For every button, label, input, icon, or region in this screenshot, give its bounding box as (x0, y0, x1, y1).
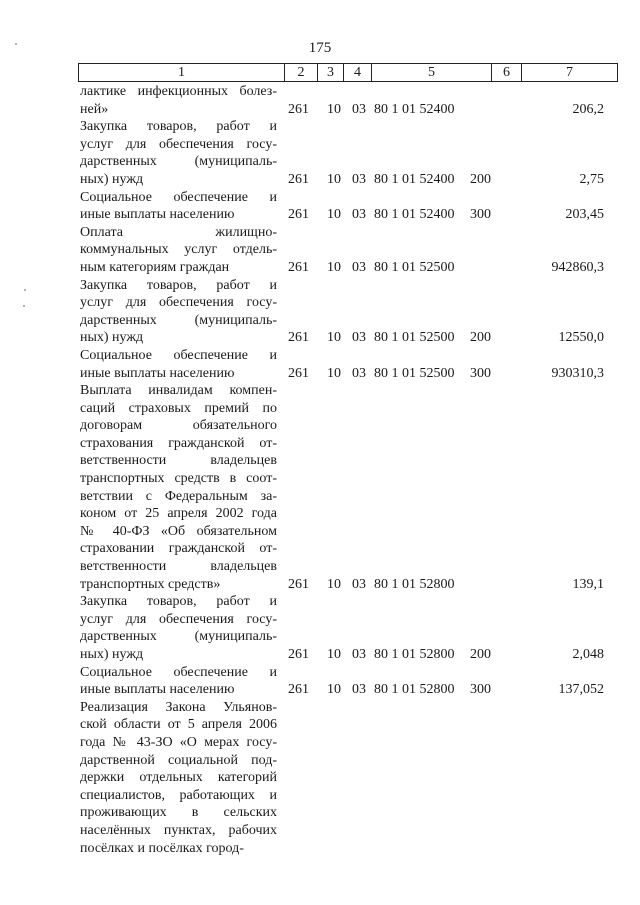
description-line: ным категориям граждан (80, 259, 230, 275)
description-line: Закупка товаров, работ и (80, 277, 277, 293)
scan-speck (23, 305, 25, 307)
description-line: Закупка товаров, работ и (80, 119, 277, 135)
code-section: 10 (327, 101, 341, 117)
table-row (0, 664, 640, 699)
description-line: Выплата инвалидам компен- (80, 383, 277, 399)
description-line: транспортных средств в соот- (80, 471, 277, 487)
amount: 203,45 (565, 207, 604, 223)
description-line: договорам обязательного (80, 418, 277, 434)
description-line: ской области от 5 апреля 2006 (80, 717, 277, 733)
description-line: коном от 25 апреля 2002 года (80, 506, 277, 522)
amount: 2,048 (572, 647, 604, 662)
scan-speck (15, 43, 17, 45)
code-section: 10 (327, 647, 341, 662)
code-ministry: 261 (288, 171, 309, 187)
description-line: услуг для обеспечения госу- (80, 295, 277, 311)
column-header-3: 3 (318, 64, 344, 82)
code-target-article: 80 1 01 52800 (374, 576, 455, 592)
code-subsection: 03 (352, 207, 366, 223)
description-line: ных) нужд (80, 330, 144, 346)
description-line: иные выплаты населению (80, 207, 235, 223)
amount: 12550,0 (558, 330, 604, 346)
column-header-2: 2 (285, 64, 318, 82)
description-line: специалистов, работающих и (80, 787, 277, 803)
table-row (0, 224, 640, 277)
row-codes (0, 576, 640, 594)
code-section: 10 (327, 259, 341, 275)
description-line: посёлках и посёлках город- (80, 840, 244, 856)
description-line: услуг для обеспечения госу- (80, 611, 277, 627)
column-header-6: 6 (492, 64, 522, 82)
amount: 206,2 (572, 101, 604, 117)
code-ministry: 261 (288, 682, 309, 698)
description-line: ных) нужд (80, 647, 144, 662)
description-line: ней» (80, 101, 109, 117)
amount: 2,75 (579, 171, 604, 187)
code-subsection: 03 (352, 682, 366, 698)
description-line: ных) нужд (80, 171, 144, 187)
description-line: ветственности владельцев (80, 453, 277, 469)
description-line: проживающих в сельских (80, 805, 277, 821)
row-codes (0, 329, 640, 347)
table-row (0, 347, 640, 382)
code-subsection: 03 (352, 647, 366, 662)
description-line: Социальное обеспечение и (80, 664, 277, 680)
code-section: 10 (327, 682, 341, 698)
description-line: дарственной социальной под- (80, 752, 277, 768)
code-section: 10 (327, 171, 341, 187)
description-line: Социальное обеспечение и (80, 347, 277, 363)
description-line: № 40-ФЗ «Об обязательном (80, 523, 277, 539)
code-target-article: 80 1 01 52400 (374, 207, 455, 223)
description-line: услуг для обеспечения госу- (80, 136, 277, 152)
row-description (80, 699, 277, 857)
code-subsection: 03 (352, 576, 366, 592)
description-line: ветствии с Федеральным за- (80, 488, 277, 504)
row-codes (0, 840, 640, 858)
table-row (0, 277, 640, 347)
code-ministry: 261 (288, 576, 309, 592)
description-line: держки отдельных категорий (80, 770, 277, 786)
code-section: 10 (327, 330, 341, 346)
description-line: коммунальных услуг отдель- (80, 242, 277, 258)
amount: 942860,3 (551, 259, 604, 275)
code-target-article: 80 1 01 52400 (374, 101, 455, 117)
description-line: Социальное обеспечение и (80, 189, 277, 205)
code-expense-type: 300 (470, 365, 491, 381)
description-line: лактике инфекционных болез- (80, 84, 277, 99)
code-expense-type: 300 (470, 682, 491, 698)
code-expense-type: 200 (470, 647, 491, 662)
column-header-table (78, 63, 618, 82)
table-row (0, 699, 640, 857)
code-subsection: 03 (352, 330, 366, 346)
description-line: Закупка товаров, работ и (80, 594, 277, 610)
amount: 139,1 (572, 576, 604, 592)
row-codes (0, 259, 640, 277)
description-line: саций страховых премий по (80, 400, 277, 416)
page-number: 175 (308, 40, 332, 56)
column-header-7: 7 (522, 64, 618, 82)
description-line: дарственных (муниципаль- (80, 312, 277, 328)
column-header-4: 4 (344, 64, 372, 82)
code-target-article: 80 1 01 52800 (374, 682, 455, 698)
column-header-1: 1 (79, 64, 285, 82)
code-subsection: 03 (352, 101, 366, 117)
description-line: страховании гражданской от- (80, 541, 277, 557)
table-row (0, 118, 640, 188)
row-description (80, 382, 277, 593)
description-line: населённых пунктах, рабочих (80, 822, 277, 838)
amount: 137,052 (558, 682, 604, 698)
code-subsection: 03 (352, 259, 366, 275)
code-expense-type: 200 (470, 330, 491, 346)
code-section: 10 (327, 576, 341, 592)
code-subsection: 03 (352, 365, 366, 381)
code-subsection: 03 (352, 171, 366, 187)
description-line: дарственных (муниципаль- (80, 154, 277, 170)
column-header-5: 5 (372, 64, 492, 82)
row-codes (0, 206, 640, 224)
scan-speck (24, 289, 26, 291)
code-target-article: 80 1 01 52500 (374, 365, 455, 381)
code-target-article: 80 1 01 52500 (374, 330, 455, 346)
code-target-article: 80 1 01 52800 (374, 647, 455, 662)
description-line: года № 43-ЗО «О мерах госу- (80, 734, 277, 750)
code-ministry: 261 (288, 207, 309, 223)
description-line: страхования гражданской от- (80, 435, 277, 451)
table-row (0, 189, 640, 224)
code-ministry: 261 (288, 365, 309, 381)
row-codes (0, 101, 640, 119)
description-line: Оплата жилищно- (80, 224, 277, 240)
table-row (0, 382, 640, 593)
description-line: иные выплаты населению (80, 682, 235, 698)
row-codes (0, 681, 640, 699)
description-line: ветственности владельцев (80, 559, 277, 575)
description-line: Реализация Закона Ульянов- (80, 699, 277, 715)
row-codes (0, 365, 640, 383)
row-codes (0, 171, 640, 189)
description-line: дарственных (муниципаль- (80, 629, 277, 645)
description-line: иные выплаты населению (80, 365, 235, 381)
code-ministry: 261 (288, 647, 309, 662)
code-ministry: 261 (288, 330, 309, 346)
code-target-article: 80 1 01 52400 (374, 171, 455, 187)
table-row (0, 83, 640, 118)
code-section: 10 (327, 207, 341, 223)
code-ministry: 261 (288, 259, 309, 275)
code-section: 10 (327, 365, 341, 381)
row-codes (0, 646, 640, 664)
description-line: транспортных средств» (80, 576, 221, 592)
table-row (0, 593, 640, 663)
code-target-article: 80 1 01 52500 (374, 259, 455, 275)
code-expense-type: 300 (470, 207, 491, 223)
table-body (0, 83, 640, 857)
amount: 930310,3 (551, 365, 604, 381)
code-expense-type: 200 (470, 171, 491, 187)
code-ministry: 261 (288, 101, 309, 117)
